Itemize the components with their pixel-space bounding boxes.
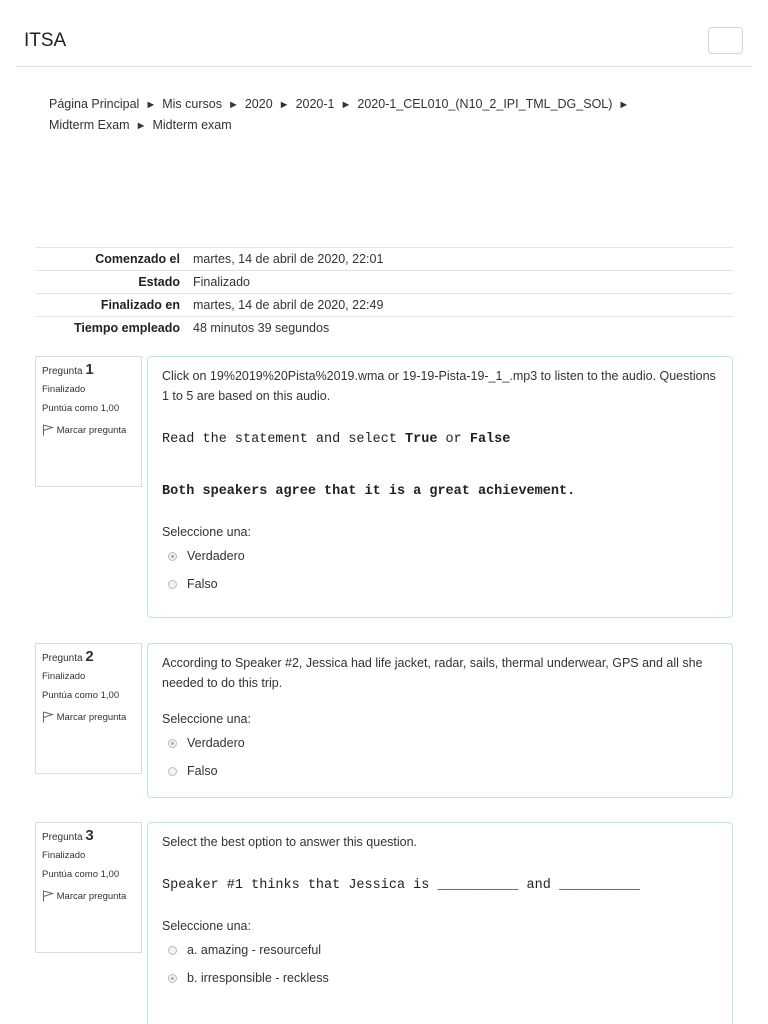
question-state: Finalizado — [42, 850, 86, 861]
radio-button[interactable] — [168, 946, 177, 955]
attempt-summary-table — [36, 247, 733, 339]
question-intro: According to Speaker #2, Jessica had life jacket, radar, sails, thermal underwear, GPS and all she needed to do this trip. — [162, 656, 703, 690]
flag-question-label: Marcar pregunta — [56, 425, 127, 436]
question-grade: Puntúa como 1,00 — [42, 690, 120, 701]
question-prompt: Speaker #1 thinks that Jessica is __________ and __________ — [162, 878, 640, 893]
summary-row-completed — [36, 294, 733, 317]
radio-button[interactable] — [168, 739, 177, 748]
breadcrumb-separator-icon: ► — [145, 99, 157, 111]
question-info-3 — [35, 822, 142, 953]
question-grade: Puntúa como 1,00 — [42, 869, 120, 880]
flag-question-label: Marcar pregunta — [56, 891, 127, 902]
summary-label: Finalizado en — [36, 294, 184, 317]
breadcrumb-item-year[interactable]: 2020 — [244, 97, 273, 111]
select-one-label: Seleccione una: — [162, 712, 251, 726]
answer-option[interactable] — [162, 729, 718, 757]
flag-icon — [42, 424, 54, 436]
answer-label[interactable]: Falso — [187, 764, 218, 778]
flag-question-toggle[interactable] — [42, 422, 135, 439]
breadcrumb-separator-icon: ► — [340, 99, 352, 111]
summary-row-state — [36, 271, 733, 294]
flag-icon — [42, 711, 54, 723]
summary-value: martes, 14 de abril de 2020, 22:01 — [184, 248, 733, 271]
question-intro: Click on 19%2019%20Pista%2019.wma or 19-19-Pista-19-_1_.mp3 to listen to the audio. Questions 1 to 5 are based on this audio. — [162, 369, 716, 403]
answer-option[interactable] — [162, 542, 718, 570]
breadcrumb-item-my-courses[interactable]: Mis cursos — [162, 97, 222, 111]
radio-button[interactable] — [168, 580, 177, 589]
question-number: Pregunta 3 — [42, 827, 94, 844]
answer-label[interactable]: a. amazing - resourceful — [187, 943, 322, 957]
flag-question-toggle[interactable] — [42, 709, 135, 726]
question-info-2 — [35, 643, 142, 774]
breadcrumb-item-term[interactable]: 2020-1 — [295, 97, 335, 111]
question-number: Pregunta 1 — [42, 361, 94, 378]
breadcrumb-item-section[interactable]: Midterm Exam — [49, 118, 130, 132]
answer-option[interactable] — [162, 964, 718, 992]
summary-row-time-taken — [36, 317, 733, 340]
radio-button[interactable] — [168, 767, 177, 776]
answer-label[interactable]: Falso — [187, 577, 218, 591]
breadcrumb-separator-icon: ► — [135, 120, 147, 132]
flag-question-toggle[interactable] — [42, 888, 135, 905]
answer-label[interactable]: Verdadero — [187, 549, 245, 563]
question-content-2 — [147, 643, 733, 798]
breadcrumb — [49, 94, 709, 136]
answer-option[interactable] — [162, 570, 718, 598]
breadcrumb-separator-icon: ► — [278, 99, 290, 111]
top-navbar — [16, 0, 751, 67]
summary-value: 48 minutos 39 segundos — [184, 317, 733, 340]
breadcrumb-item-quiz[interactable]: Midterm exam — [152, 118, 232, 132]
summary-label: Estado — [36, 271, 184, 294]
flag-question-label: Marcar pregunta — [56, 712, 127, 723]
summary-value: Finalizado — [184, 271, 733, 294]
breadcrumb-separator-icon: ► — [618, 99, 630, 111]
question-state: Finalizado — [42, 384, 86, 395]
radio-button[interactable] — [168, 974, 177, 983]
breadcrumb-item-course[interactable]: 2020-1_CEL010_(N10_2_IPI_TML_DG_SOL) — [357, 97, 613, 111]
select-one-label: Seleccione una: — [162, 525, 251, 539]
question-info-1 — [35, 356, 142, 487]
nav-toggle-button[interactable] — [708, 27, 743, 54]
question-state: Finalizado — [42, 671, 86, 682]
radio-button[interactable] — [168, 552, 177, 561]
question-content-1 — [147, 356, 733, 618]
question-statement: Both speakers agree that it is a great achievement. — [162, 484, 576, 499]
answer-label[interactable]: b. irresponsible - reckless — [187, 971, 329, 985]
answer-option[interactable] — [162, 936, 718, 964]
breadcrumb-separator-icon: ► — [227, 99, 239, 111]
summary-value: martes, 14 de abril de 2020, 22:49 — [184, 294, 733, 317]
question-number: Pregunta 2 — [42, 648, 94, 665]
question-intro: Select the best option to answer this question. — [162, 835, 418, 849]
select-one-label: Seleccione una: — [162, 919, 251, 933]
summary-label: Comenzado el — [36, 248, 184, 271]
flag-icon — [42, 890, 54, 902]
answer-option[interactable] — [162, 757, 718, 785]
breadcrumb-item-home[interactable]: Página Principal — [49, 97, 140, 111]
question-instruction: Read the statement and select True or False — [162, 432, 511, 447]
question-grade: Puntúa como 1,00 — [42, 403, 120, 414]
summary-row-started — [36, 248, 733, 271]
summary-label: Tiempo empleado — [36, 317, 184, 340]
question-content-3 — [147, 822, 733, 1024]
site-brand[interactable]: ITSA — [24, 30, 67, 51]
answer-label[interactable]: Verdadero — [187, 736, 245, 750]
